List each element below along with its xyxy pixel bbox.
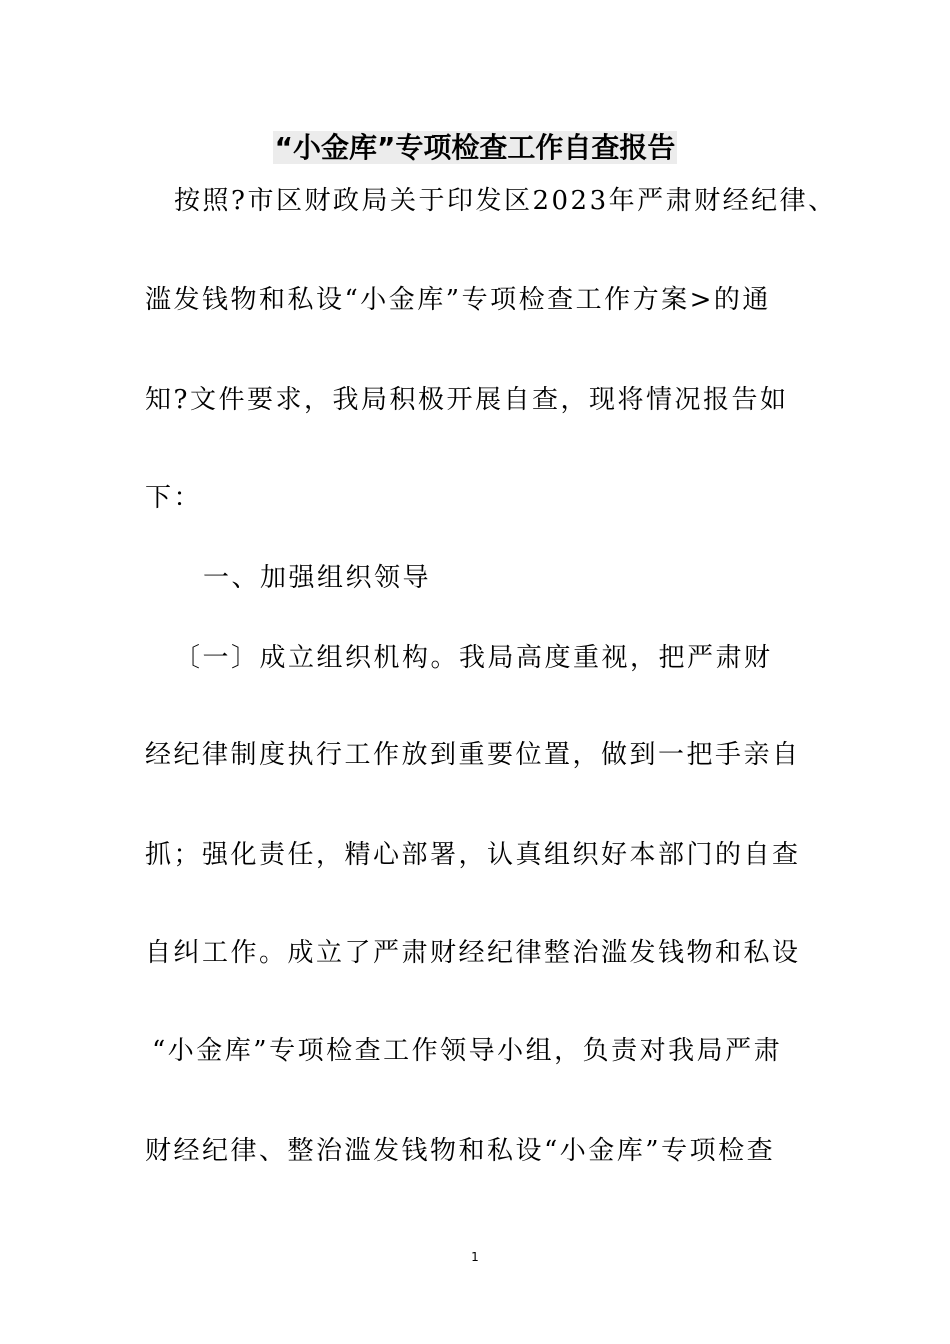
body-line-3: 知?文件要求，我局积极开展自查，现将情况报告如: [145, 385, 789, 415]
body-line-8: 抓；强化责任，精心部署，认真组织好本部门的自查: [145, 840, 801, 870]
body-line-11: 财经纪律、整治滥发钱物和私设“小金库”专项检查: [145, 1136, 776, 1166]
section-heading: 一、加强组织领导: [203, 563, 432, 593]
document-title: [0, 128, 950, 168]
body-line-2: 滥发钱物和私设“小金库”专项检查工作方案>的通: [145, 285, 771, 315]
body-line-7: 经纪律制度执行工作放到重要位置，做到一把手亲自: [145, 740, 801, 770]
body-line-4: 下：: [145, 483, 203, 513]
document-title-text: “小金库”专项检查工作自查报告: [274, 131, 676, 164]
body-line-10: “小金库”专项检查工作领导小组，负责对我局严肃: [152, 1036, 783, 1066]
body-line-9: 自纠工作。成立了严肃财经纪律整治滥发钱物和私设: [145, 938, 801, 968]
body-line-1: 按照?市区财政局关于印发区2023年严肃财经纪律、: [174, 186, 837, 216]
page-number: 1: [471, 1250, 479, 1264]
body-line-6: 〔一〕成立组织机构。我局高度重视，把严肃财: [174, 643, 773, 673]
